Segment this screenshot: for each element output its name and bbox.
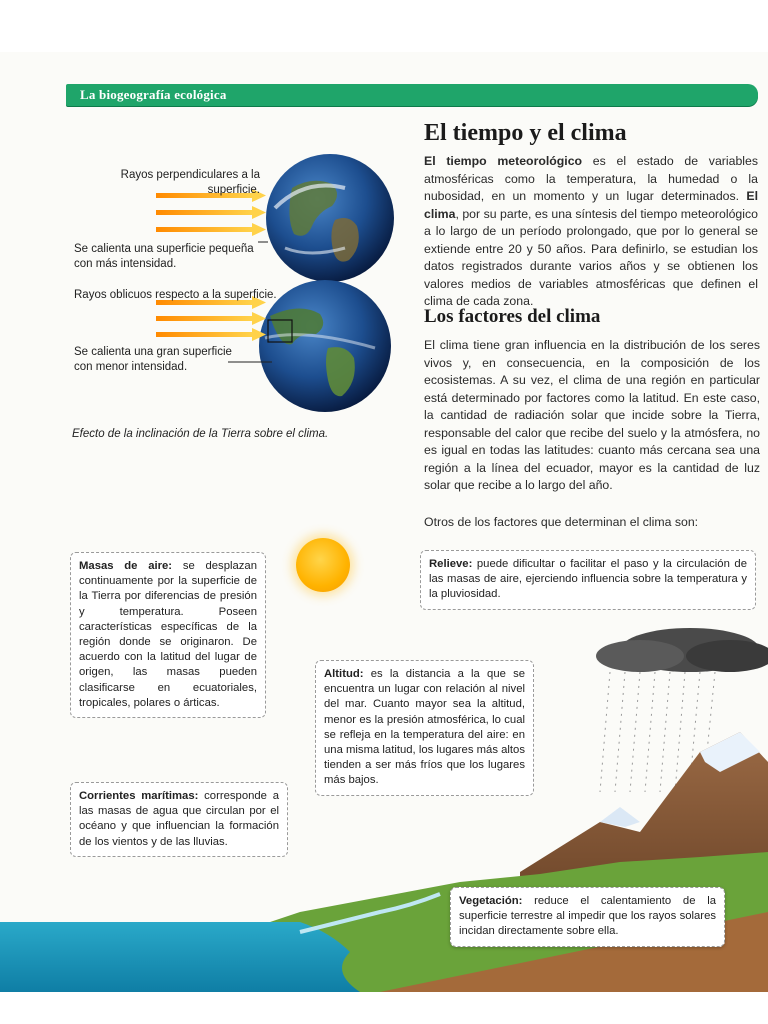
textbook-page [0,52,768,992]
callout-text: corresponde a las masas de agua que circulan por el océano y que influencian la formación de los vientos y de las lluvias. [79,790,279,848]
callout-vegetacion [450,887,725,947]
callout-altitud [315,660,534,796]
callout-relieve [420,550,756,610]
earth-globe-top [266,154,394,282]
intro-text-1: es el estado de variables atmosféricas como la temperatura, la humedad o la nubosidad, en un momento y un lugar determinados. [424,154,759,203]
callout-corrientes-maritimas [70,782,288,857]
callout-masas-de-aire [70,552,266,718]
label-perpendicular-rays: Rayos perpendiculares a la superficie. [120,169,260,196]
callout-term: Masas de aire: [79,560,173,572]
section-header-bar [66,84,758,106]
intro-paragraph [424,153,758,311]
callout-term: Vegetación: [459,895,523,907]
section-header-label: La biogeografía ecológica [80,87,227,102]
label-large-surface: Se calienta una gran superficie con menor intensidad. [74,346,232,373]
callout-text: se desplazan continuamente por la superficie de la Tierra por diferencias de presión y temperatura. Poseen características específicas de la región donde se originaron. De acuerdo con la latitud del lugar de origen, las masas pueden clasificarse en ecuatoriales, tropicales, polares o árticas. [79,560,257,709]
intro-text-2: , por su parte, es una síntesis del tiempo meteorológico a lo largo de un período prolongado, que por lo general se extiende entre 20 y 50 años. Para definirlo, se estudian los datos registrados durante varios años y se obtienen los valores medios de variables atmosféricas que definen el clima de cada zona. [424,206,758,308]
other-factors-paragraph: Otros de los factores que determinan el clima son: [424,515,699,529]
callout-text: es la distancia a la que se encuentra un lugar con relación al nivel del mar. Cuanto mayor sea la altitud, menor es la presión atmosférica, lo cual se refleja en la temperatura del aire: en una misma latitud, los lugares más altos tienden a ser más fríos que los lugares más bajos. [324,668,525,787]
rain-cloud [596,628,768,672]
callout-text: reduce el calentamiento de la superficie terrestre al impedir que los rayos solares incidan directamente sobre ella. [459,895,716,938]
term-tiempo: El tiempo meteorológico [424,154,583,168]
callout-text: puede dificultar o facilitar el paso y la circulación de las masas de aire, ejerciendo influencia sobre la temperatura y la pluviosidad. [429,558,747,601]
label-small-surface: Se calienta una superficie pequeña con más intensidad. [74,243,254,270]
callout-term: Altitud: [324,668,364,680]
sun [296,538,350,592]
figure-caption: Efecto de la inclinación de la Tierra sobre el clima. [72,428,329,440]
callout-term: Corrientes marítimas: [79,790,199,802]
label-oblique-rays: Rayos oblicuos respecto a la superficie. [74,289,277,301]
section-subtitle: Los factores del clima [424,306,601,327]
callout-term: Relieve: [429,558,473,570]
factors-paragraph: El clima tiene gran influencia en la distribución de los seres vivos y, en consecuencia, en la composición de los ecosistemas. A su vez, el clima de una región en particular está determinado por factores como la latitud. En este caso, la cantidad de radiación solar que incide sobre la Tierra, responsable del calor que recibe del suelo y la atmósfera, no es igual en todas las latitudes: cuanto más cercana sea una región a la línea del ecuador, mayor es la cantidad de luz solar que recibe a lo largo del año. [424,338,760,492]
article-title: El tiempo y el clima [424,120,627,146]
term-clima: El clima [424,189,758,221]
